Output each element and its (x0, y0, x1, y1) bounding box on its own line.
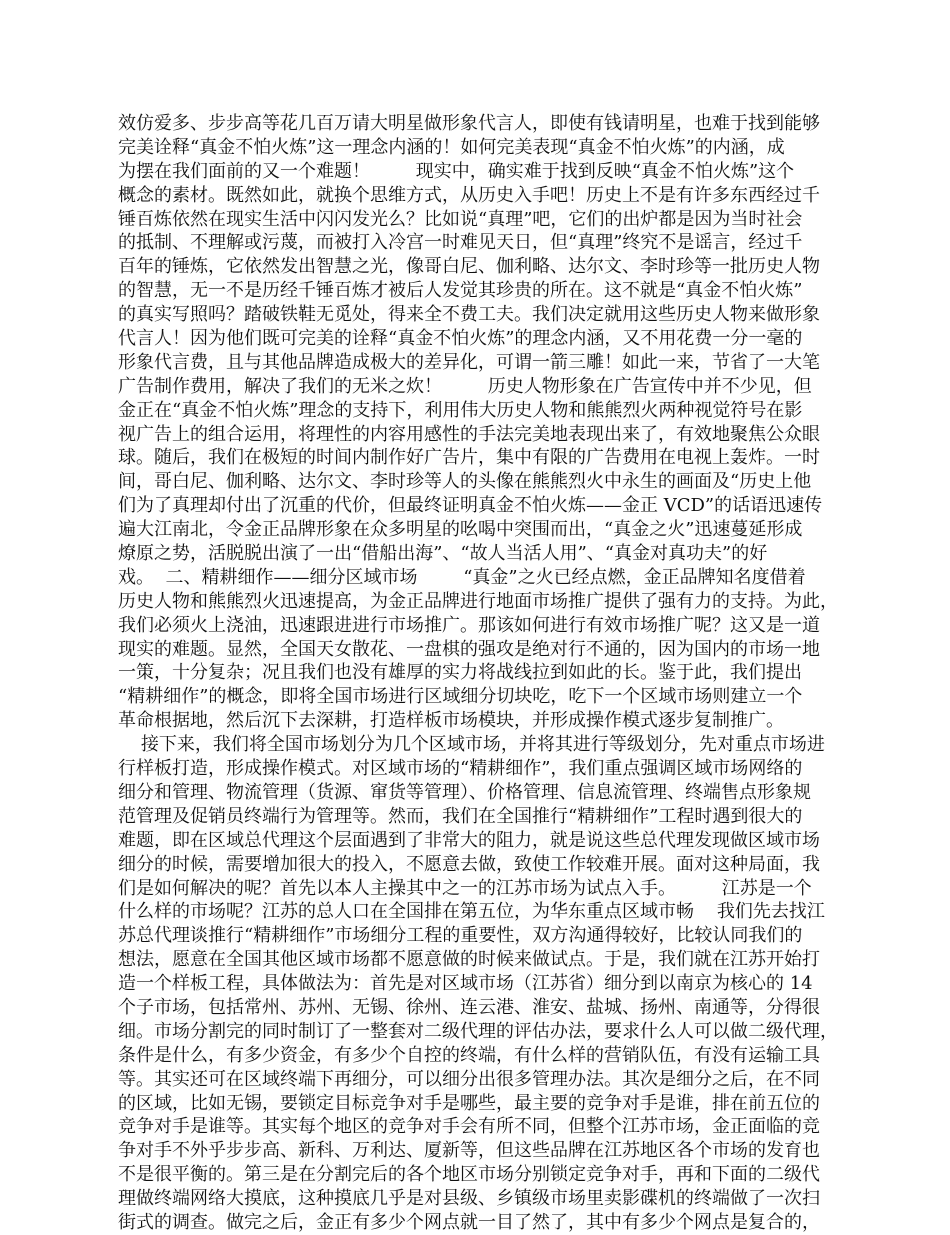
text-line: 细分和管理、物流管理（货源、窜货等管理）、价格管理、信息流管理、终端售点形象规 (118, 781, 811, 803)
text-line: 条件是什么，有多少资金，有多少个自控的终端，有什么样的营销队伍，有没有运输工具 (118, 1044, 820, 1066)
text-line: 理做终端网络大摸底，这种摸底几乎是对县级、乡镇级市场里卖影碟机的终端做了一次扫 (118, 1188, 820, 1210)
text-line: 概念的素材。既然如此，就换个思维方式，从历史入手吧！历史上不是有许多东西经过千 (118, 184, 820, 206)
text-line: 形象代言费，且与其他品牌造成极大的差异化，可谓一箭三雕！如此一来，节省了一大笔 (118, 351, 820, 373)
paragraph-start-line: 接下来，我们将全国市场划分为几个区域市场，并将其进行等级划分，先对重点市场进 (118, 734, 825, 756)
text-line: 想法，愿意在全国其他区域市场都不愿意做的时候来做试点。于是，我们就在江苏开始打 (118, 949, 820, 971)
text-line: 现实的难题。显然，全国天女散花、一盘棋的强攻是绝对行不通的，因为国内的市场一地 (118, 638, 820, 660)
text-line: 金正在“真金不怕火炼”理念的支持下，利用伟大历史人物和熊熊烈火两种视觉符号在影 (118, 399, 803, 421)
text-line: 的智慧，无一不是历经千锤百炼才被后人发觉其珍贵的所在。这不就是“真金不怕火炼” (118, 280, 803, 302)
text-line: “精耕细作”的概念，即将全国市场进行区域细分切块吃，吃下一个区域市场则建立一个 (118, 686, 803, 708)
text-line: 我们必须火上浇油，迅速跟进进行市场推广。那该如何进行有效市场推广呢？这又是一道 (118, 614, 820, 636)
section-heading-line: 戏。 二、精耕细作——细分区域市场 “真金”之火已经点燃，金正品牌知名度借着 (118, 566, 806, 588)
text-line: 什么样的市场呢？江苏的总人口在全国排在第五位，为华东重点区域市畅 我们先去找江 (118, 901, 825, 923)
text-line: 等。其实还可在区域终端下再细分，可以细分出很多管理办法。其次是细分之后，在不同 (118, 1068, 820, 1090)
text-line: 锤百炼依然在现实生活中闪闪发光么？比如说“真理”吧，它们的出炉都是因为当时社会 (118, 208, 803, 230)
text-line: 遍大江南北，令金正品牌形象在众多明星的吆喝中突围而出，“真金之火”迅速蔓延形成 (118, 519, 803, 541)
text-line: 的真实写照吗？踏破铁鞋无觅处，得来全不费工夫。我们决定就用这些历史人物来做形象 (118, 304, 820, 326)
text-line: 效仿爱多、步步高等花几百万请大明星做形象代言人，即使有钱请明星，也难于找到能够 (118, 113, 820, 134)
body-text (118, 112, 838, 1235)
text-line: 间，哥白尼、伽利略、达尔文、李时珍等人的头像在熊熊烈火中永生的画面及“历史上他 (118, 471, 812, 493)
text-line: 的抵制、不理解或污蔑，而被打入冷宫一时难见天日，但“真理”终究不是谣言，经过千 (118, 232, 803, 254)
text-line: 难题，即在区域总代理这个层面遇到了非常大的阻力，就是说这些总代理发现做区域市场 (118, 829, 820, 851)
text-line: 广告制作费用，解决了我们的无米之炊！ 历史人物形象在广告宣传中并不少见，但 (118, 375, 812, 397)
text-line: 细分的时候，需要增加很大的投入，不愿意去做，致使工作较难开展。面对这种局面，我 (118, 853, 820, 875)
text-line: 代言人！因为他们既可完美的诠释“真金不怕火炼”的理念内涵，又不用花费一分一毫的 (118, 328, 803, 350)
text-line: 造一个样板工程，具体做法为：首先是对区域市场（江苏省）细分到以南京为核心的 14 (118, 973, 813, 995)
text-line: 个子市场，包括常州、苏州、无锡、徐州、连云港、淮安、盐城、扬州、南通等，分得很 (118, 996, 820, 1018)
text-line: 一策，十分复杂；况且我们也没有雄厚的实力将战线拉到如此的长。鉴于此，我们提出 (118, 662, 802, 684)
text-line: 为摆在我们面前的又一个难题！ 现实中，确实难于找到反映“真金不怕火炼”这个 (118, 160, 795, 182)
text-line: 们是如何解决的呢？首先以本人主操其中之一的江苏市场为试点入手。 江苏是一个 (118, 877, 812, 899)
text-line: 行样板打造，形成操作模式。对区域市场的“精耕细作”，我们重点强调区域市场网络的 (118, 758, 803, 780)
text-line: 百年的锤炼，它依然发出智慧之光，像哥白尼、伽利略、达尔文、李时珍等一批历史人物 (118, 256, 820, 278)
text-line: 球。随后，我们在极短的时间内制作好广告片，集中有限的广告费用在电视上轰炸。一时 (118, 447, 820, 469)
text-line: 们为了真理却付出了沉重的代价，但最终证明真金不怕火炼——金正 VCD”的话语迅速传 (118, 495, 823, 517)
text-line: 完美诠释“真金不怕火炼”这一理念内涵的！如何完美表现“真金不怕火炼”的内涵，成 (118, 136, 785, 158)
text-line: 苏总代理谈推行“精耕细作”市场细分工程的重要性，双方沟通得较好，比较认同我们的 (118, 925, 803, 947)
text-line: 燎原之势，活脱脱出演了一出“借船出海”、“故人当活人用”、“真金对真功夫”的好 (118, 543, 768, 565)
text-line: 街式的调查。做完之后，金正有多少个网点就一目了然了，其中有多少个网点是复合的， (118, 1211, 820, 1233)
text-line: 争对手不外乎步步高、新科、万利达、厦新等，但这些品牌在江苏地区各个市场的发育也 (118, 1140, 820, 1162)
text-line: 竞争对手是谁等。其实每个地区的竞争对手会有所不同，但整个江苏市场，金正面临的竞 (118, 1116, 820, 1138)
text-line: 细。市场分割完的同时制订了一整套对二级代理的评估办法，要求什么人可以做二级代理， (118, 1020, 838, 1042)
text-line: 范管理及促销员终端行为管理等。然而，我们在全国推行“精耕细作”工程时遇到很大的 (118, 805, 803, 827)
text-line: 革命根据地，然后沉下去深耕，打造样板市场模块，并形成操作模式逐步复制推广。 (118, 710, 784, 732)
text-line: 视广告上的组合运用，将理性的内容用感性的手法完美地表现出来了，有效地聚焦公众眼 (118, 423, 820, 445)
text-line: 不是很平衡的。第三是在分割完后的各个地区市场分别锁定竞争对手，再和下面的二级代 (118, 1164, 820, 1186)
text-line: 的区域，比如无锡，要锁定目标竞争对手是哪些，最主要的竞争对手是谁，排在前五位的 (118, 1092, 820, 1114)
text-line: 历史人物和熊熊烈火迅速提高，为金正品牌进行地面市场推广提供了强有力的支持。为此， (118, 590, 838, 612)
